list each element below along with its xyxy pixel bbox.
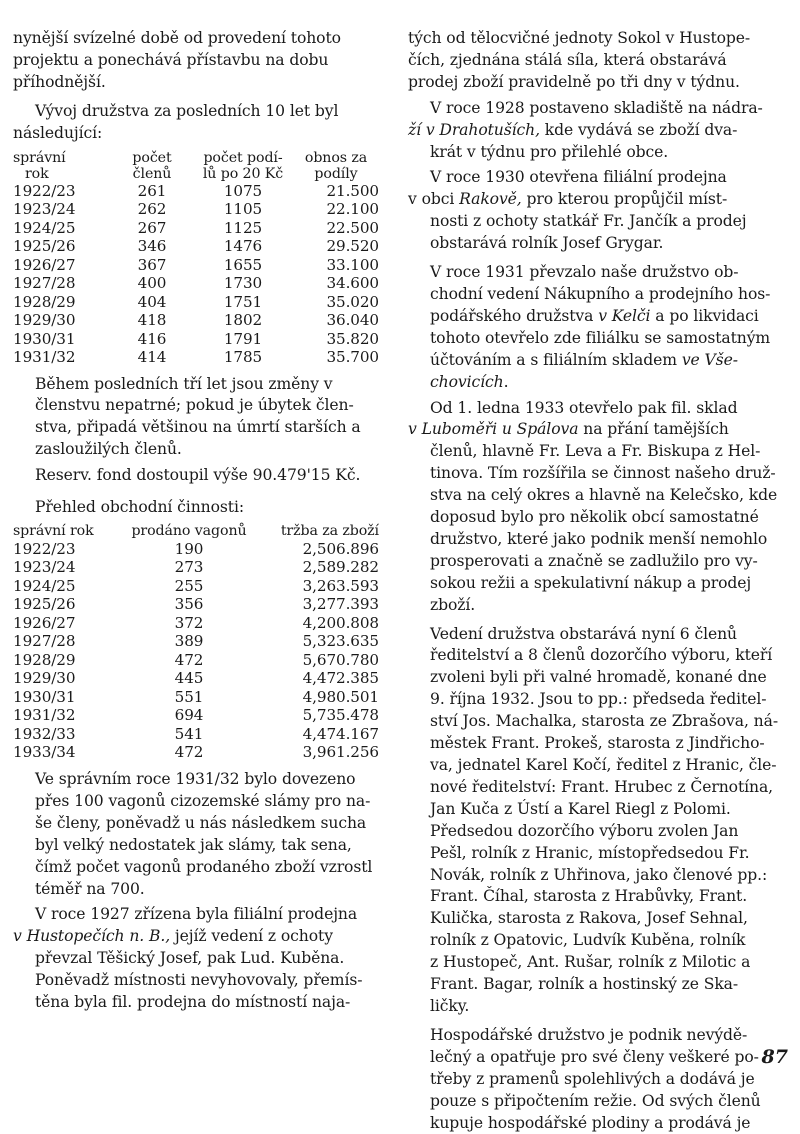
text-line — [13, 926, 388, 948]
text-line: převzal Těšický Josef, pak Lud. Kuběna. — [13, 948, 388, 970]
header-text: lů po 20 Kč — [193, 166, 293, 182]
table-cell: 3,277.393 — [257, 595, 389, 614]
column-header — [193, 148, 293, 182]
table-cell: 367 — [111, 256, 193, 275]
text-line: čích, zjednána stálá síla, která obstarává — [408, 50, 790, 72]
table-cell: 4,472.385 — [257, 669, 389, 688]
table-cell: 1075 — [193, 182, 293, 201]
table-cell: 1923/24 — [13, 558, 121, 577]
table-row — [13, 348, 385, 367]
header-text: správní — [13, 150, 111, 166]
table-cell: 1922/23 — [13, 182, 111, 201]
text-line: Jan Kuča z Ústí a Karel Riegl z Polomi. — [408, 799, 790, 821]
text-line: ředitelství a 8 členů dozorčího výboru, kteří — [408, 645, 790, 667]
text-line — [408, 350, 790, 372]
table-cell: 2,506.896 — [257, 540, 389, 559]
text-fragment: podářského družstva — [430, 307, 598, 325]
table-cell: 1730 — [193, 274, 293, 293]
table-row — [13, 577, 389, 596]
table-cell: 35.700 — [293, 348, 385, 367]
text-line: ství Jos. Machalka, starosta ze Zbrašova, ná- — [408, 711, 790, 733]
column-header: prodáno vagonů — [121, 522, 257, 540]
paragraph — [408, 398, 790, 617]
text-line: třeby z pramenů spolehlivých a dodává je — [408, 1069, 790, 1091]
text-line: družstvo, které jako podnik menší nemohlo — [408, 529, 790, 551]
text-line: městek Frant. Prokeš, starosta z Jindřicho- — [408, 733, 790, 755]
table-row — [13, 688, 389, 707]
header-text: členů — [111, 166, 193, 182]
table-cell: 372 — [121, 614, 257, 633]
table-cell: 4,980.501 — [257, 688, 389, 707]
table-cell: 5,323.635 — [257, 632, 389, 651]
table-row — [13, 200, 385, 219]
text-line: Ve správním roce 1931/32 bylo dovezeno — [35, 770, 355, 788]
text-line: Od 1. ledna 1933 otevřelo pak fil. sklad — [430, 399, 737, 417]
table-cell: 21.500 — [293, 182, 385, 201]
text-fragment: kde vydává se zboží dva- — [540, 121, 737, 139]
text-line: příhodnější. — [13, 72, 388, 94]
table-cell: 400 — [111, 274, 193, 293]
table-cell: 5,670.780 — [257, 651, 389, 670]
table-row — [13, 669, 389, 688]
text-line: Předsedou dozorčího výboru zvolen Jan — [408, 821, 790, 843]
table-row — [13, 237, 385, 256]
table-cell: 35.820 — [293, 330, 385, 349]
table-cell: 4,474.167 — [257, 725, 389, 744]
table-cell: 1927/28 — [13, 632, 121, 651]
column-header — [13, 148, 111, 182]
header-text: počet — [111, 150, 193, 166]
table-cell: 356 — [121, 595, 257, 614]
place-name: ží v Drahotuších, — [408, 121, 540, 139]
table-row — [13, 256, 385, 275]
text-line — [408, 372, 790, 394]
table-cell: 3,263.593 — [257, 577, 389, 596]
table-row — [13, 725, 389, 744]
column-header: tržba za zboží — [257, 522, 389, 540]
text-line: Během posledních tří let jsou změny v — [35, 375, 333, 393]
table-cell: 1791 — [193, 330, 293, 349]
place-name: v Kelči — [598, 307, 650, 325]
text-fragment: pro kterou propůjčil míst- — [522, 190, 728, 208]
table-cell: 1930/31 — [13, 688, 121, 707]
table-cell: 22.100 — [293, 200, 385, 219]
table-cell: 1785 — [193, 348, 293, 367]
table-cell: 445 — [121, 669, 257, 688]
paragraph — [13, 28, 388, 94]
text-line: kupuje hospodářské plodiny a prodává je — [408, 1113, 790, 1134]
table-cell: 1125 — [193, 219, 293, 238]
text-line: 9. října 1932. Jsou to pp.: předseda ředitel- — [408, 689, 790, 711]
place-name: ve Vše- — [682, 351, 738, 369]
table-cell: 418 — [111, 311, 193, 330]
table-cell: 267 — [111, 219, 193, 238]
place-name: v Luboměři u Spálova — [408, 420, 578, 438]
paragraph — [408, 1025, 790, 1134]
place-name: Rakově, — [459, 190, 522, 208]
paragraph — [13, 101, 388, 145]
table-row — [13, 595, 389, 614]
text-line: těna byla fil. prodejna do místností naja- — [13, 992, 388, 1014]
table-cell: 4,200.808 — [257, 614, 389, 633]
text-line: z Hustopeč, Ant. Rušar, rolník z Milotic a — [408, 952, 790, 974]
table-cell: 255 — [121, 577, 257, 596]
table-cell: 1932/33 — [13, 725, 121, 744]
header-text: počet podí- — [193, 150, 293, 166]
table-cell: 273 — [121, 558, 257, 577]
paragraph — [408, 262, 790, 393]
table-row — [13, 651, 389, 670]
table-row — [13, 219, 385, 238]
text-line: V roce 1927 zřízena byla filiální prodejna — [35, 905, 357, 923]
table-cell: 1922/23 — [13, 540, 121, 559]
table-cell: 262 — [111, 200, 193, 219]
table-row — [13, 706, 389, 725]
text-line: zboží. — [408, 595, 790, 617]
header-text: obnos za — [293, 150, 379, 166]
text-line: obstarává rolník Josef Grygar. — [408, 233, 790, 255]
text-line: Hospodářské družstvo je podnik nevýdě- — [430, 1026, 747, 1044]
left-column — [13, 28, 388, 1014]
paragraph — [13, 904, 388, 1014]
table-cell: 1933/34 — [13, 743, 121, 762]
table-cell: 22.500 — [293, 219, 385, 238]
header-text: podíly — [293, 166, 379, 182]
table-cell: 5,735.478 — [257, 706, 389, 725]
text-line: Kulička, starosta z Rakova, Josef Sehnal, — [408, 908, 790, 930]
text-line: Pešl, rolník z Hranic, místopředsedou Fr. — [408, 843, 790, 865]
text-fragment: na přání tamějších — [578, 420, 728, 438]
table-cell: 694 — [121, 706, 257, 725]
place-name: v Hustopečích n. B., — [13, 927, 170, 945]
table-row — [13, 540, 389, 559]
page-number: 87 — [762, 1046, 788, 1068]
membership-table — [13, 148, 385, 367]
text-line: nové ředitelství: Frant. Hrubec z Černotína, — [408, 777, 790, 799]
paragraph — [13, 769, 388, 900]
text-line: stva na celý okres a hlavně na Kelečsko, kde — [408, 485, 790, 507]
header-text: rok — [13, 166, 111, 182]
text-line: Frant. Bagar, rolník a hostinský ze Ska- — [408, 974, 790, 996]
text-line: sokou režii a spekulativní nákup a prodej — [408, 573, 790, 595]
text-line: rolník z Opatovic, Ludvík Kuběna, rolník — [408, 930, 790, 952]
text-line: projektu a ponechává přístavbu na dobu — [13, 50, 388, 72]
place-name: chovicích — [430, 373, 504, 391]
table-cell: 1655 — [193, 256, 293, 275]
table-row — [13, 182, 385, 201]
paragraph — [408, 98, 790, 164]
table-cell: 416 — [111, 330, 193, 349]
table-cell: 551 — [121, 688, 257, 707]
table-cell: 2,589.282 — [257, 558, 389, 577]
text-line: Vývoj družstva za posledních 10 let byl — [35, 102, 338, 120]
text-line: Vedení družstva obstarává nyní 6 členů — [430, 625, 737, 643]
column-header — [293, 148, 385, 182]
table-cell: 33.100 — [293, 256, 385, 275]
table-cell: 414 — [111, 348, 193, 367]
table-cell: 1929/30 — [13, 311, 111, 330]
column-header: správní rok — [13, 522, 121, 540]
table-cell: 1926/27 — [13, 614, 121, 633]
right-column — [408, 28, 790, 1134]
text-line: va, jednatel Karel Kočí, ředitel z Hranic, čle- — [408, 755, 790, 777]
text-line: krát v týdnu pro přilehlé obce. — [408, 142, 790, 164]
text-line: přes 100 vagonů cizozemské slámy pro na- — [13, 791, 388, 813]
table-cell: 1928/29 — [13, 293, 111, 312]
table-cell: 1924/25 — [13, 219, 111, 238]
text-line: byl velký nedostatek jak slámy, tak sena, — [13, 835, 388, 857]
text-line: prosperovati a značně se zadlužilo pro vy- — [408, 551, 790, 573]
paragraph — [408, 167, 790, 255]
text-line: doposud bylo pro několik obcí samostatné — [408, 507, 790, 529]
table-row — [13, 274, 385, 293]
text-line — [408, 189, 790, 211]
table-row — [13, 293, 385, 312]
text-fragment: účtováním a s filiálním skladem — [430, 351, 682, 369]
text-line: prodej zboží pravidelně po tři dny v týdnu. — [408, 72, 790, 94]
table-cell: 1931/32 — [13, 348, 111, 367]
text-line: V roce 1928 postaveno skladiště na nádra- — [430, 99, 763, 117]
table-cell: 36.040 — [293, 311, 385, 330]
table-header-row — [13, 148, 385, 182]
table-cell: 261 — [111, 182, 193, 201]
text-line: nosti z ochoty statkář Fr. Jančík a prodej — [408, 211, 790, 233]
text-line: čímž počet vagonů prodaného zboží vzrostl — [13, 857, 388, 879]
business-activity-table — [13, 522, 389, 762]
text-line: Novák, rolník z Uhřinova, jako členové pp.: — [408, 865, 790, 887]
table-cell: 1925/26 — [13, 595, 121, 614]
table-cell: 472 — [121, 651, 257, 670]
text-fragment: a po likvidaci — [650, 307, 758, 325]
table-cell: 34.600 — [293, 274, 385, 293]
text-line: ličky. — [408, 996, 790, 1018]
text-line: tých od tělocvičné jednoty Sokol v Hustope- — [408, 28, 790, 50]
text-line: V roce 1931 převzalo naše družstvo ob- — [430, 263, 738, 281]
table-cell: 29.520 — [293, 237, 385, 256]
paragraph — [408, 624, 790, 1018]
table-cell: 1928/29 — [13, 651, 121, 670]
paragraph: Reserv. fond dostoupil výše 90.479'15 Kč. — [13, 465, 388, 487]
table-cell: 472 — [121, 743, 257, 762]
text-line: tinova. Tím rozšířila se činnost našeho druž- — [408, 463, 790, 485]
table-cell: 35.020 — [293, 293, 385, 312]
text-fragment: v obci — [408, 190, 459, 208]
text-line: zasloužilých členů. — [13, 439, 388, 461]
table-row — [13, 743, 389, 762]
table-cell: 1105 — [193, 200, 293, 219]
table-cell: 1931/32 — [13, 706, 121, 725]
table-cell: 1929/30 — [13, 669, 121, 688]
table-row — [13, 330, 385, 349]
text-line — [408, 120, 790, 142]
text-line: nynější svízelné době od provedení tohoto — [13, 28, 388, 50]
table-row — [13, 614, 389, 633]
table-header-row — [13, 522, 389, 540]
table-cell: 1924/25 — [13, 577, 121, 596]
table-cell: 1926/27 — [13, 256, 111, 275]
text-fragment: . — [504, 373, 509, 391]
table-cell: 404 — [111, 293, 193, 312]
table-cell: 1925/26 — [13, 237, 111, 256]
table-cell: 1927/28 — [13, 274, 111, 293]
text-line — [408, 419, 790, 441]
text-line — [408, 306, 790, 328]
paragraph: Přehled obchodní činnosti: — [13, 497, 388, 519]
text-line: Frant. Číhal, starosta z Hrabůvky, Frant. — [408, 886, 790, 908]
text-line: téměř na 700. — [13, 879, 388, 901]
text-line: následující: — [13, 123, 388, 145]
text-line: členů, hlavně Fr. Leva a Fr. Biskupa z Hel- — [408, 441, 790, 463]
text-line: še členy, poněvadž u nás následkem sucha — [13, 813, 388, 835]
table-row — [13, 632, 389, 651]
text-line: pouze s připočtením režie. Od svých členů — [408, 1091, 790, 1113]
text-line: chodní vedení Nákupního a prodejního hos- — [408, 284, 790, 306]
column-header — [111, 148, 193, 182]
table-cell: 3,961.256 — [257, 743, 389, 762]
table-cell: 190 — [121, 540, 257, 559]
text-line: V roce 1930 otevřena filiální prodejna — [430, 168, 727, 186]
text-line: lečný a opatřuje pro své členy veškeré po- — [408, 1047, 790, 1069]
table-cell: 1476 — [193, 237, 293, 256]
table-row — [13, 311, 385, 330]
table-cell: 1930/31 — [13, 330, 111, 349]
table-cell: 1802 — [193, 311, 293, 330]
text-line: členstvu nepatrné; pokud je úbytek člen- — [13, 395, 388, 417]
text-fragment: jejíž vedení z ochoty — [170, 927, 333, 945]
text-line: stva, připadá většinou na úmrtí starších a — [13, 417, 388, 439]
table-cell: 389 — [121, 632, 257, 651]
text-line: Poněvadž místnosti nevyhovovaly, přemís- — [13, 970, 388, 992]
table-cell: 346 — [111, 237, 193, 256]
table-row — [13, 558, 389, 577]
text-line: tohoto otevřelo zde filiálku se samostatným — [408, 328, 790, 350]
table-cell: 1923/24 — [13, 200, 111, 219]
table-cell: 1751 — [193, 293, 293, 312]
paragraph — [13, 374, 388, 462]
paragraph — [408, 28, 790, 94]
text-line: zvoleni byli při valné hromadě, konané dne — [408, 667, 790, 689]
table-cell: 541 — [121, 725, 257, 744]
